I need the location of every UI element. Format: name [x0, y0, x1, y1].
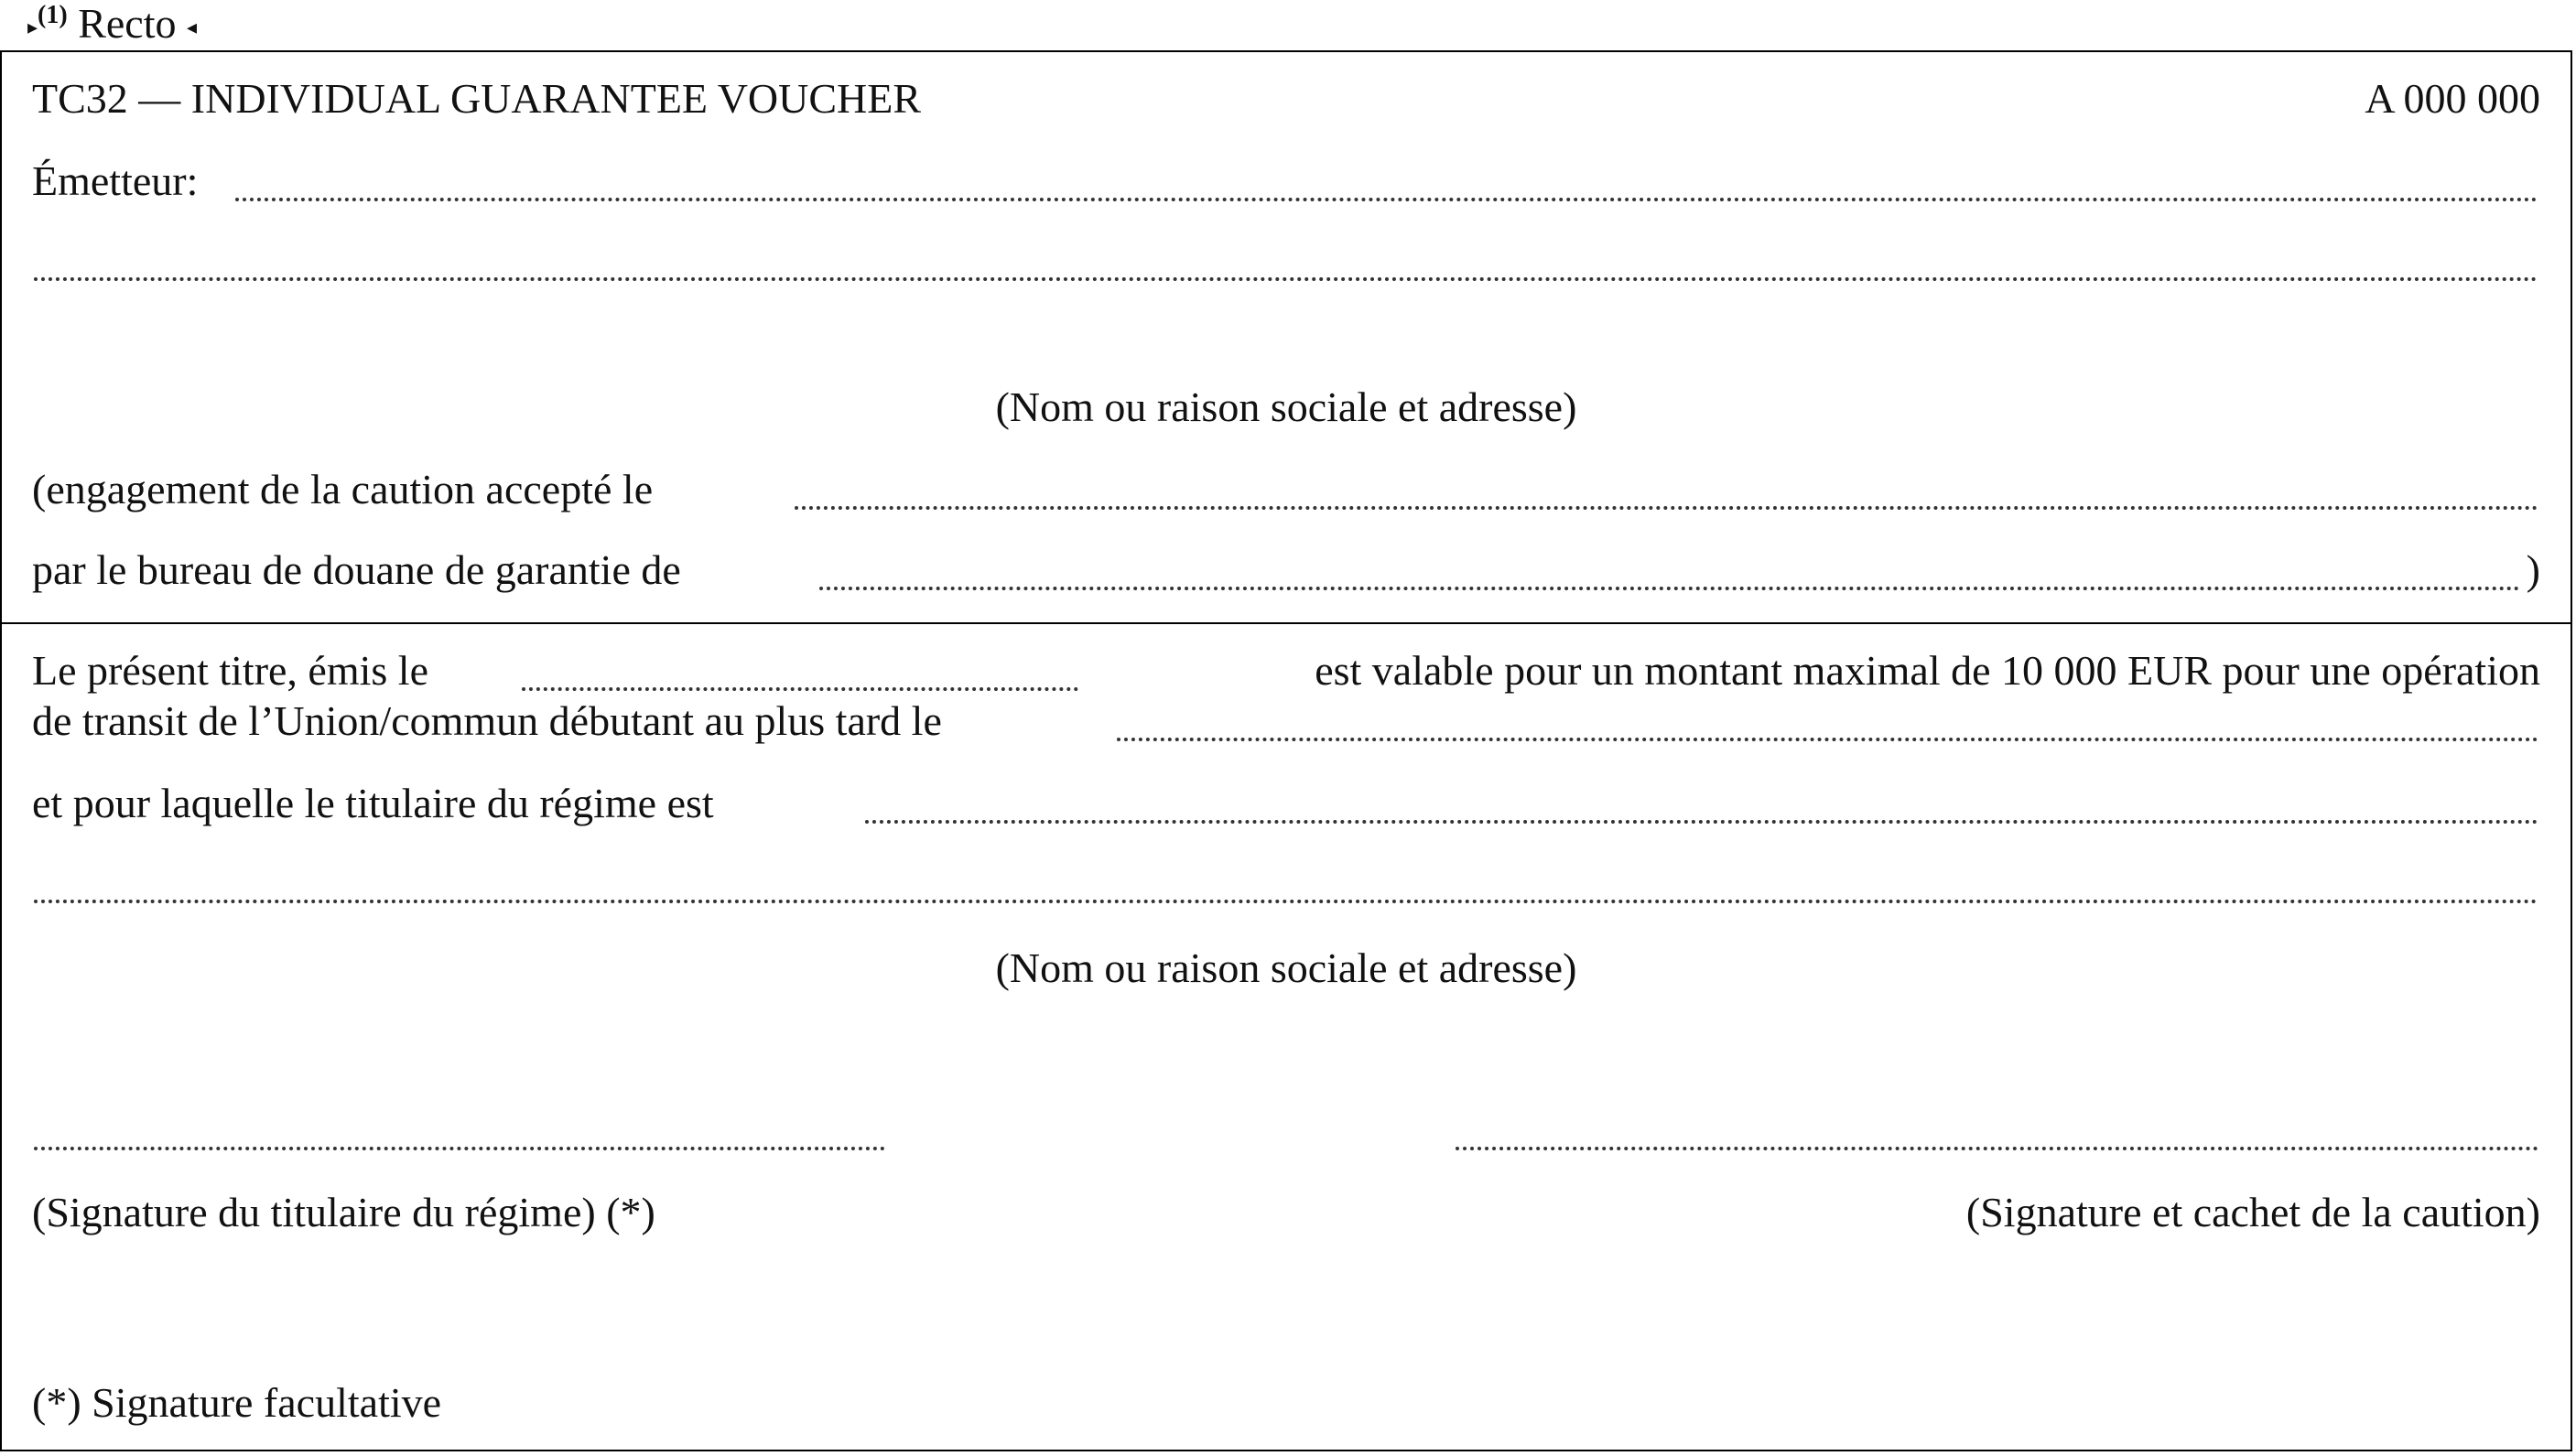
- holder-field[interactable]: [865, 820, 2538, 824]
- validity-text-start: Le présent titre, émis le: [32, 647, 429, 694]
- triangle-right-icon: ▸: [27, 16, 38, 38]
- issue-date-field[interactable]: [522, 687, 1078, 691]
- holder-signature-field[interactable]: [34, 1147, 885, 1150]
- validity-text-transit: de transit de l’Union/commun débutant au plus tard le: [32, 697, 942, 744]
- holder-field-line-2[interactable]: [34, 900, 2538, 903]
- footnote-reference: (1): [38, 1, 68, 29]
- triangle-left-icon: ◂: [187, 16, 198, 38]
- holder-name-caption: (Nom ou raison sociale et adresse): [995, 944, 1577, 991]
- recto-label: Recto: [78, 0, 177, 47]
- issuer-field[interactable]: [235, 198, 2538, 201]
- guarantee-voucher-form: [0, 50, 2572, 1451]
- latest-start-date-field[interactable]: [1117, 738, 2538, 741]
- guarantor-signature-caption: (Signature et cachet de la caution): [1965, 1189, 2540, 1235]
- engagement-label: (engagement de la caution accepté le: [32, 466, 654, 512]
- guarantee-office-field[interactable]: [819, 587, 2520, 590]
- section-divider: [2, 622, 2571, 624]
- guarantee-office-label: par le bureau de douane de garantie de: [32, 546, 681, 593]
- form-title: TC32 — INDIVIDUAL GUARANTEE VOUCHER: [32, 75, 922, 122]
- holder-signature-caption: (Signature du titulaire du régime) (*): [32, 1189, 655, 1235]
- footnote: (*) Signature facultative: [32, 1379, 442, 1426]
- holder-label: et pour laquelle le titulaire du régime est: [32, 780, 714, 826]
- issuer-label: Émetteur:: [32, 157, 199, 204]
- engagement-date-field[interactable]: [795, 506, 2538, 510]
- closing-parenthesis: ): [2526, 546, 2540, 593]
- recto-header: [27, 0, 197, 55]
- issuer-field-line-2[interactable]: [34, 277, 2538, 281]
- issuer-name-caption: (Nom ou raison sociale et adresse): [995, 383, 1577, 430]
- validity-text-amount: est valable pour un montant maximal de 10 000 EUR pour une opération: [1315, 647, 2540, 694]
- voucher-number: A 000 000: [2365, 75, 2540, 122]
- guarantor-signature-field[interactable]: [1456, 1147, 2538, 1150]
